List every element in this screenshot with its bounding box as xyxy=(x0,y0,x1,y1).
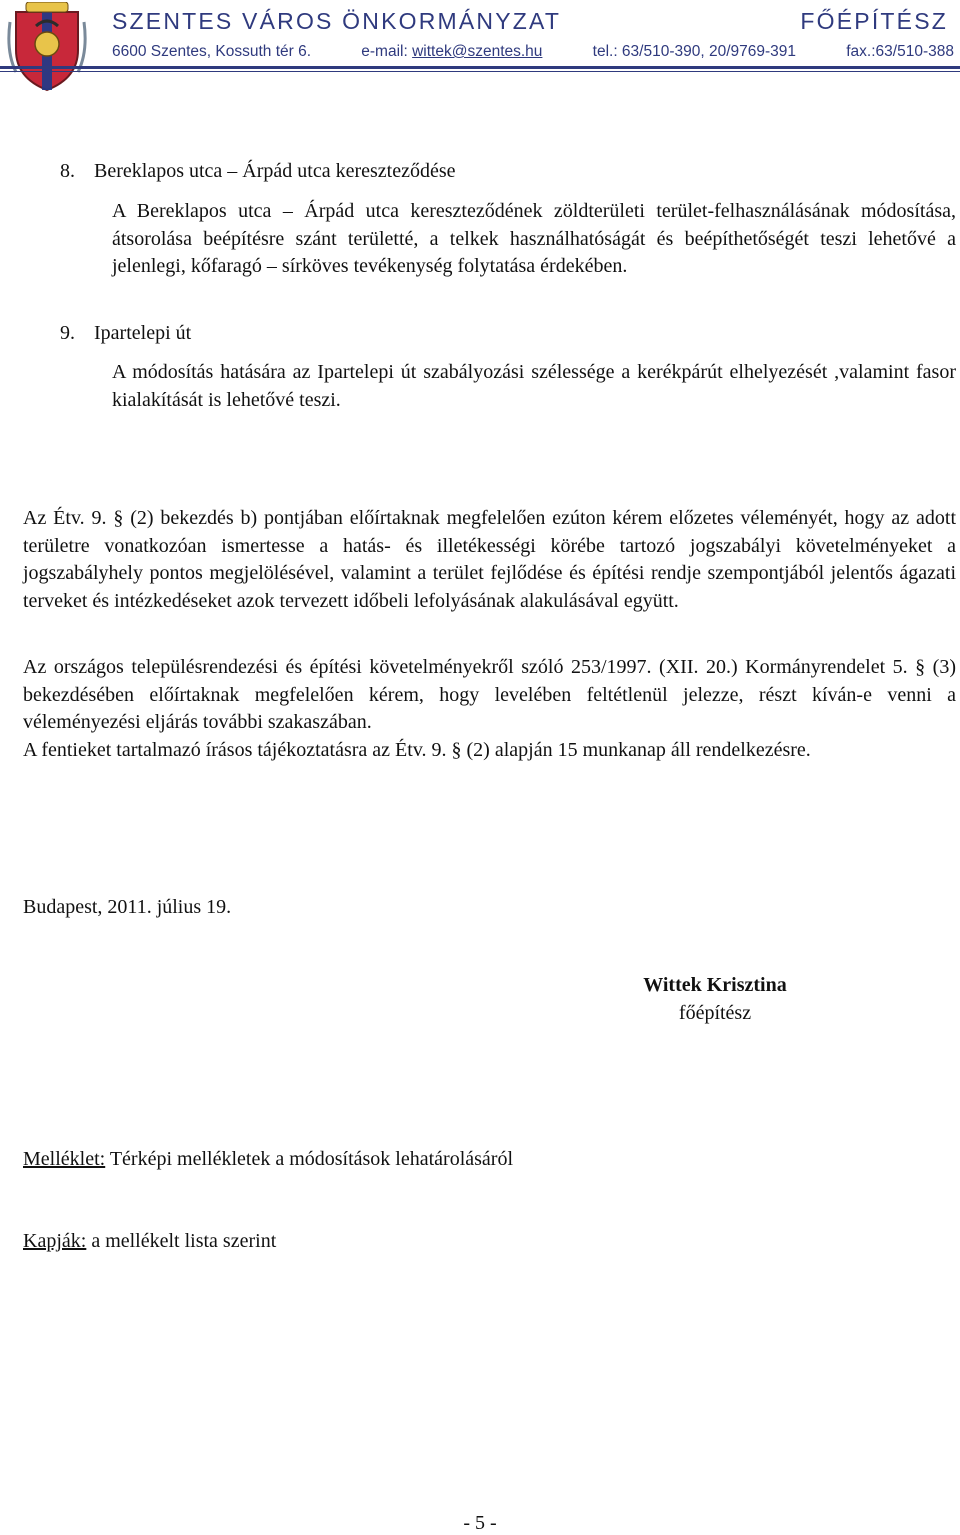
contact-line xyxy=(112,43,954,61)
date-line: Budapest, 2011. július 19. xyxy=(23,896,232,918)
item-title: Ipartelepi út xyxy=(94,322,192,344)
item-8-heading xyxy=(60,158,940,186)
letterhead xyxy=(0,0,960,92)
item-number: 9. xyxy=(60,322,75,344)
attachment-text: Térképi mellékletek a módosítások lehatárolásáról xyxy=(105,1148,514,1170)
item-9-body: A módosítás hatására az Ipartelepi út szabályozási szélessége a kerékpárút elhelyezését ,valamint fasor kialakítását is lehetővé teszi. xyxy=(112,361,956,411)
signatory-name: Wittek Krisztina xyxy=(643,974,787,996)
recipients-line xyxy=(23,1228,923,1256)
email-block xyxy=(361,43,542,61)
email-label: e-mail: xyxy=(361,43,408,60)
recipients-label: Kapják: xyxy=(23,1230,87,1252)
header-divider-thin xyxy=(0,71,960,72)
email-link[interactable]: wittek@szentes.hu xyxy=(412,43,543,60)
header-divider xyxy=(0,66,960,69)
item-9-heading xyxy=(60,320,940,348)
paragraph-request: Az Étv. 9. § (2) bekezdés b) pontjában előírtaknak megfelelően ezúton kérem előzetes véleményét, hogy az adott területre vonatkozóan ismertesse a hatás- és illetékességi körébe tartozó jogszabályi követelményeket a jogszabályhely pontos megjelölésével, valamint a terület fejlődése és építési rendje szempontjából jelentős ágazati terveket és intézkedéseket azok tervezett időbeli lefolyásának alakulásával együtt. xyxy=(23,507,956,612)
phone: tel.: 63/510-390, 20/9769-391 xyxy=(592,43,797,60)
address: 6600 Szentes, Kossuth tér 6. xyxy=(112,43,312,60)
attachment-line xyxy=(23,1146,923,1174)
paragraph-deadline: A fentieket tartalmazó írásos tájékoztatásra az Étv. 9. § (2) alapján 15 munkanap áll rendelkezésre. xyxy=(23,739,811,761)
paragraph-decree: Az országos településrendezési és építési követelményekről szóló 253/1997. (XII. 20.) Kormányrendelet 5. § (3) bekezdésében előírtaknak megfelelően kérem, hogy levelében feltétlenül jelezze, részt kíván-e venni a véleményezési eljárás további szakaszában. xyxy=(23,656,956,733)
item-title: Bereklapos utca – Árpád utca kereszteződése xyxy=(94,160,456,182)
fax: fax.:63/510-388 xyxy=(846,43,954,60)
recipients-text: a mellékelt lista szerint xyxy=(86,1230,277,1252)
page-number: - 5 - xyxy=(463,1512,497,1534)
department-name: FŐÉPÍTÉSZ xyxy=(800,8,948,34)
attachment-label: Melléklet: xyxy=(23,1148,106,1170)
item-8-body: A Bereklapos utca – Árpád utca kereszteződének zöldterületi terület-felhasználásának módosítása, átsorolása beépítésre szánt területté, a telkek használhatóságát és beépíthetőségét teszi lehetővé a jelenlegi, kőfaragó – sírköves tevékenység folytatása érdekében. xyxy=(112,200,956,277)
item-number: 8. xyxy=(60,160,75,182)
organization-name: SZENTES VÁROS ÖNKORMÁNYZAT xyxy=(112,8,562,34)
signatory-role: főépítész xyxy=(678,1002,752,1024)
coat-of-arms-icon xyxy=(6,2,88,92)
